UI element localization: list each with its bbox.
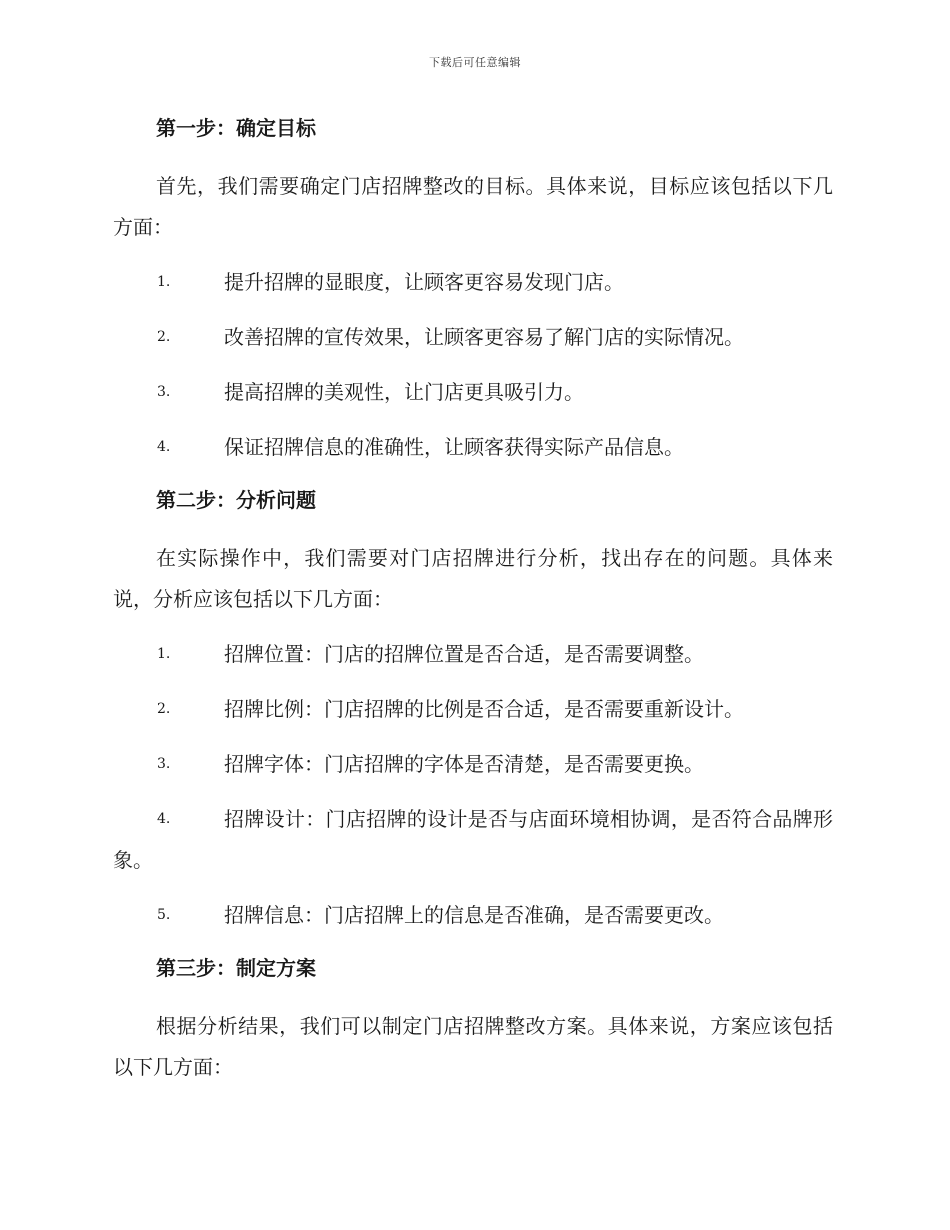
list-item — [113, 895, 833, 936]
list-item — [113, 689, 833, 730]
list-item-number: 5. — [157, 907, 171, 923]
list-item-number: 2. — [157, 329, 171, 345]
section-intro-3: 根据分析结果，我们可以制定门店招牌整改方案。具体来说，方案应该包括以下几方面： — [113, 1014, 833, 1079]
section-list-1 — [113, 262, 833, 468]
list-item — [113, 427, 833, 468]
list-item — [113, 799, 833, 881]
list-item-number: 3. — [157, 384, 171, 400]
document-body — [113, 110, 833, 1102]
list-item-text: 招牌字体：门店招牌的字体是否清楚，是否需要更换。 — [224, 752, 704, 776]
list-item-number: 3. — [157, 756, 171, 772]
list-item-text: 提升招牌的显眼度，让顾客更容易发现门店。 — [224, 270, 624, 294]
list-item-text: 提高招牌的美观性，让门店更具吸引力。 — [224, 380, 584, 404]
section-heading-1: 第一步：确定目标 — [156, 116, 316, 140]
list-item-text: 保证招牌信息的准确性，让顾客获得实际产品信息。 — [224, 435, 684, 459]
list-item — [113, 317, 833, 358]
list-item-text: 招牌位置：门店的招牌位置是否合适，是否需要调整。 — [224, 642, 704, 666]
list-item — [113, 262, 833, 303]
section-heading-2: 第二步：分析问题 — [156, 488, 316, 512]
section-intro-1: 首先，我们需要确定门店招牌整改的目标。具体来说，目标应该包括以下几方面： — [113, 174, 833, 239]
list-item-text: 招牌信息：门店招牌上的信息是否准确，是否需要更改。 — [224, 903, 724, 927]
section-heading-3: 第三步：制定方案 — [156, 956, 316, 980]
list-item — [113, 634, 833, 675]
list-item — [113, 372, 833, 413]
list-item-number: 4. — [157, 439, 171, 455]
page-header: 下载后可任意编辑 — [429, 56, 521, 69]
list-item-text: 改善招牌的宣传效果，让顾客更容易了解门店的实际情况。 — [224, 325, 744, 349]
list-item — [113, 744, 833, 785]
section-list-2 — [113, 634, 833, 936]
list-item-number: 1. — [157, 646, 171, 662]
list-item-text: 招牌比例：门店招牌的比例是否合适，是否需要重新设计。 — [224, 697, 744, 721]
list-item-text: 招牌设计：门店招牌的设计是否与店面环境相协调，是否符合品牌形象。 — [113, 807, 833, 872]
list-item-number: 1. — [157, 274, 171, 290]
list-item-number: 2. — [157, 701, 171, 717]
section-intro-2: 在实际操作中，我们需要对门店招牌进行分析，找出存在的问题。具体来说，分析应该包括以下几方面： — [113, 546, 833, 611]
list-item-number: 4. — [157, 811, 171, 827]
